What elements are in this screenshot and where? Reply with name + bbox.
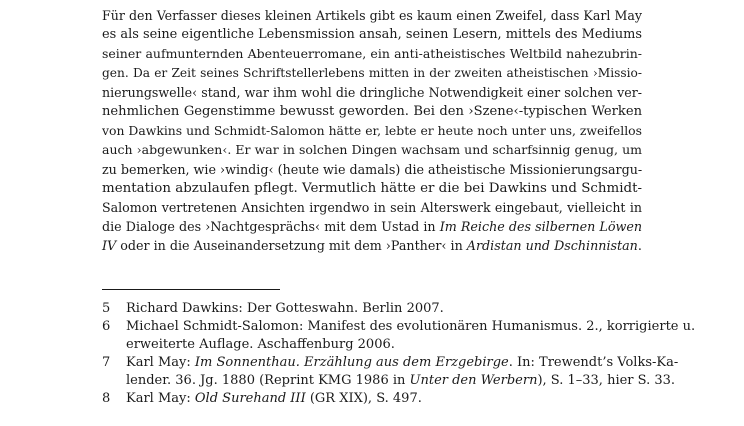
footnote-line bbox=[126, 390, 642, 408]
footnote-text bbox=[126, 354, 678, 390]
italic-title: Im Reiche des silbernen Löwen bbox=[439, 219, 642, 235]
text-run: zu bemerken, wie ›windig‹ (heute wie damals) die atheistische Missionierungsargu- bbox=[102, 161, 643, 177]
footnote-text bbox=[126, 390, 642, 408]
text-run: Karl May: bbox=[126, 355, 195, 370]
body-line bbox=[102, 121, 642, 140]
footnote-text bbox=[126, 300, 642, 318]
text-run: . In: Trewendt’s Volks-Ka- bbox=[508, 355, 679, 370]
footnote-number: 8 bbox=[102, 391, 111, 406]
text-run: Für den Verfasser dieses kleinen Artikels gibt es kaum einen Zweifel, dass Karl May bbox=[102, 8, 642, 23]
footnote bbox=[102, 300, 642, 318]
text-run: gen. Da er Zeit seines Schriftstellerlebens mitten in der zweiten atheistischen ›Missio- bbox=[102, 65, 642, 80]
body-line bbox=[102, 6, 642, 25]
footnote bbox=[102, 318, 696, 354]
text-run: nehmlichen Gegenstimme bewusst geworden. Bei den ›Szene‹-typischen Werken bbox=[102, 104, 642, 120]
italic-title: Ardistan und Dschinnistan bbox=[466, 238, 638, 254]
text-run: erweiterte Auflage. Aschaffenburg 2006. bbox=[126, 337, 395, 352]
body-line bbox=[102, 179, 642, 198]
body-line bbox=[102, 217, 642, 236]
body-line bbox=[102, 140, 642, 159]
footnote bbox=[102, 354, 679, 390]
text-run: von Dawkins und Schmidt-Salomon hätte er, lebte er heute noch unter uns, zweifellos bbox=[102, 123, 642, 139]
text-run: die Dialoge des ›Nachtgesprächs‹ mit dem Ustad in bbox=[102, 219, 440, 235]
text-run: (GR XIX), S. 497. bbox=[305, 391, 422, 406]
footnote-line bbox=[126, 354, 678, 372]
text-run: Richard Dawkins: Der Gotteswahn. Berlin 2007. bbox=[126, 301, 444, 316]
footnote-number: 6 bbox=[102, 319, 111, 334]
text-run: seiner aufmunternden Abenteuerromane, ein anti-atheistisches Weltbild nahezubrin- bbox=[102, 46, 642, 62]
text-run: oder in die Auseinandersetzung mit dem ›Panther‹ in bbox=[116, 238, 467, 254]
text-run: Karl May: bbox=[126, 391, 195, 406]
footnote-number: 5 bbox=[102, 301, 111, 316]
body-line bbox=[102, 44, 642, 63]
footnote bbox=[102, 390, 642, 408]
body-line bbox=[102, 83, 642, 102]
body-line bbox=[102, 236, 642, 255]
footnote-separator bbox=[102, 289, 280, 290]
body-line bbox=[102, 64, 642, 83]
footnote-number: 7 bbox=[102, 355, 111, 370]
italic-title: IV bbox=[102, 238, 117, 254]
text-run: nierungswelle‹ stand, war ihm wohl die dringliche Notwendigkeit einer solchen ver- bbox=[102, 84, 642, 100]
text-run: auch ›abgewunken‹. Er war in solchen Dingen wachsam und scharfsinnig genug, um bbox=[102, 142, 642, 158]
text-run: Michael Schmidt-Salomon: Manifest des evolutionären Humanismus. 2., korrigierte u. bbox=[126, 319, 696, 334]
body-line bbox=[102, 198, 642, 217]
text-run: Salomon vertretenen Ansichten irgendwo in sein Alterswerk eingebaut, vielleicht in bbox=[102, 200, 642, 216]
body-line bbox=[102, 25, 642, 44]
footnote-text bbox=[126, 318, 695, 354]
body-paragraph bbox=[102, 6, 642, 256]
footnotes-section bbox=[102, 300, 696, 408]
footnote-line bbox=[126, 372, 678, 390]
text-run: ), S. 1–33, hier S. 33. bbox=[537, 373, 676, 388]
body-line bbox=[102, 160, 642, 179]
text-run: mentation abzulaufen pflegt. Vermutlich hätte er die bei Dawkins und Schmidt- bbox=[102, 180, 642, 196]
italic-title: Old Surehand III bbox=[194, 391, 306, 406]
footnote-line bbox=[126, 300, 642, 318]
text-run: es als seine eigentliche Lebensmission ansah, seinen Lesern, mittels des Mediums bbox=[102, 27, 642, 43]
footnote-line bbox=[126, 318, 695, 336]
body-line bbox=[102, 102, 642, 121]
text-run: lender. 36. Jg. 1880 (Reprint KMG 1986 in bbox=[126, 373, 410, 388]
italic-title: Unter den Werbern bbox=[409, 373, 538, 388]
italic-title: Im Sonnenthau. Erzählung aus dem Erzgebirge bbox=[194, 355, 509, 370]
footnote-line bbox=[126, 336, 695, 354]
text-run: . bbox=[637, 238, 642, 254]
